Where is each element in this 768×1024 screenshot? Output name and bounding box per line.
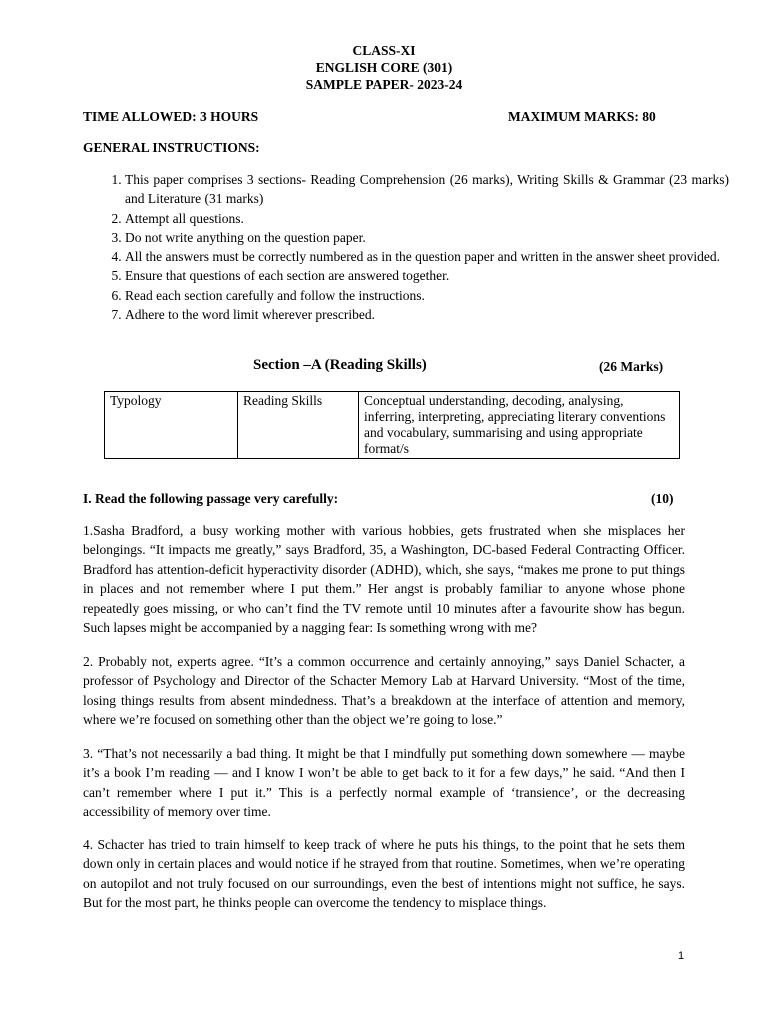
passage-paragraph: 3. “That’s not necessarily a bad thing. It might be that I mindfully put something down somewhere — maybe it’s a book I’m reading — and I know I won’t be able to get back to it for a few days,” he said. “And then I can’t remember where I put it.” This is a perfectly normal example of ‘transience’, or the decreasing accessibility of memory over time. [83, 746, 685, 820]
instruction-item: 1. This paper comprises 3 sections- Reading Comprehension (26 marks), Writing Skills & Grammar (23 marks) and Literature (31 marks) [125, 170, 729, 209]
paper-header [0, 42, 768, 93]
page-number: 1 [678, 950, 685, 962]
table-cell-reading-skills: Reading Skills [238, 392, 359, 459]
table-cell-typology: Typology [105, 392, 238, 459]
instruction-item: 5. Ensure that questions of each section are answered together. [125, 266, 729, 285]
instruction-item: 4. All the answers must be correctly numbered as in the question paper and written in the answer sheet provided. [125, 247, 729, 266]
question-heading: I. Read the following passage very carefully: [83, 491, 339, 506]
maximum-marks: MAXIMUM MARKS: 80 [508, 109, 656, 124]
instruction-item: 7. Adhere to the word limit wherever prescribed. [125, 305, 729, 324]
instructions-heading: GENERAL INSTRUCTIONS: [83, 140, 260, 155]
instructions-list [83, 170, 729, 324]
class-title: CLASS-XI [352, 43, 416, 58]
passage-paragraph: 1.Sasha Bradford, a busy working mother with various hobbies, gets frustrated when she misplaces her belongings. “It impacts me greatly,” says Bradford, 35, a Washington, DC-based Federal Contracting Officer. Bradford has attention-deficit hyperactivity disorder (ADHD), which, she says, “makes me prone to put things in places and not remember where I put them.” Her angst is probably familiar to anyone whose phone repeatedly goes missing, or who can’t find the TV remote until 10 minutes after a favourite show has begun. Such lapses might be accompanied by a nagging fear: Is something wrong with me? [83, 523, 685, 636]
table-cell-description: Conceptual understanding, decoding, analysing, inferring, interpreting, appreciating literary conventions and vocabulary, summarising and using appropriate format/s [359, 392, 680, 459]
subject-title: ENGLISH CORE (301) [315, 60, 453, 75]
typology-table [104, 391, 680, 459]
instruction-item: 6. Read each section carefully and follow the instructions. [125, 286, 729, 305]
passage-paragraph: 2. Probably not, experts agree. “It’s a common occurrence and certainly annoying,” says Daniel Schacter, a professor of Psychology and Director of the Schacter Memory Lab at Harvard University. “Most of the time, losing things results from absent mindedness. That’s a breakdown at the interface of attention and memory, where we’re focused on something other than the object we’re going to lose.” [83, 654, 685, 728]
instruction-item: 3. Do not write anything on the question paper. [125, 228, 729, 247]
instruction-item: 2. Attempt all questions. [125, 209, 729, 228]
table-row [105, 392, 680, 459]
section-marks: (26 Marks) [599, 359, 664, 374]
time-allowed: TIME ALLOWED: 3 HOURS [83, 109, 259, 124]
section-title: Section –A (Reading Skills) [253, 357, 427, 373]
passage-paragraph: 4. Schacter has tried to train himself to keep track of where he puts his things, to the point that he sets them down only in certain places and would notice if he strayed from that routine. Sometimes, when we’re operating on autopilot and not truly focused on our surroundings, even the best of intentions might not suffice, he says. But for the most part, he thinks people can overcome the tendency to misplace things. [83, 837, 685, 911]
paper-title: SAMPLE PAPER- 2023-24 [305, 77, 463, 92]
question-marks: (10) [651, 491, 674, 506]
